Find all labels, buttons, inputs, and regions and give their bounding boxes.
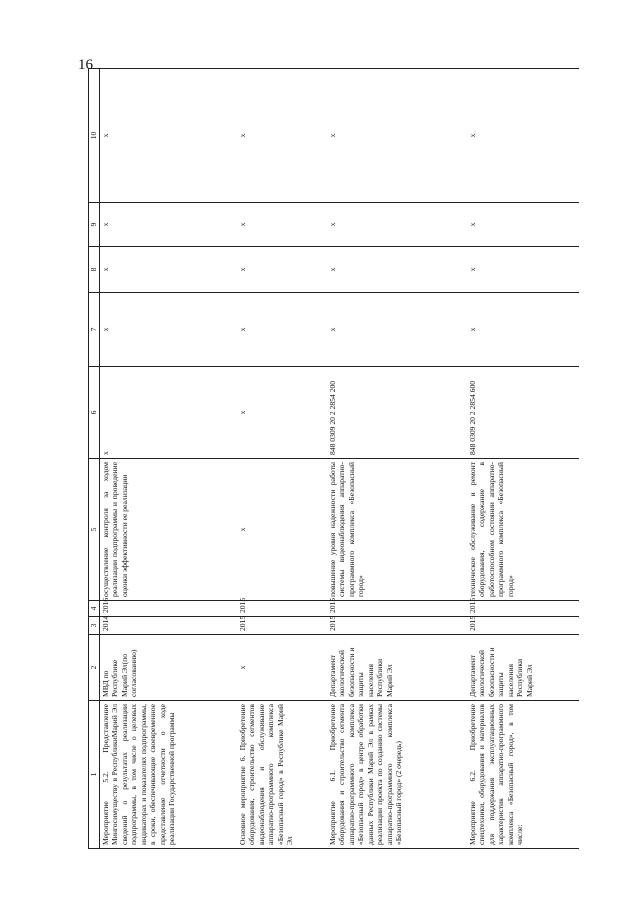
activity-name-cell: Основное мероприятие 6. Приобретение оборудования, строительство сегментов видеонаблюдения и обслуживание аппаратно-программного комплекса «Безопасный город» в Республике Марий Эл	[237, 701, 327, 849]
value-cell: х	[100, 69, 238, 203]
value-cell: х	[237, 293, 327, 367]
table-row	[467, 69, 579, 849]
executor-cell: Департамент экологической безопасности и защиты населения Республики Марий Эл	[467, 635, 579, 701]
value-cell: х	[327, 69, 467, 203]
column-header: 6	[89, 367, 100, 459]
column-header: 10	[89, 69, 100, 203]
column-header: 2	[89, 635, 100, 701]
column-header: 3	[89, 617, 100, 635]
value-cell: х	[237, 69, 327, 203]
column-header: 9	[89, 203, 100, 247]
start-year-cell: 2015	[467, 617, 579, 635]
rotated-table-container	[88, 69, 588, 849]
program-activities-table	[88, 68, 579, 849]
column-header: 4	[89, 601, 100, 617]
column-header: 5	[89, 459, 100, 601]
value-cell: х	[467, 69, 579, 203]
executor-cell: МВД по Республике Марий Эл(по согласованию)	[100, 635, 238, 701]
end-year-cell: 2016	[100, 601, 238, 617]
column-number-row	[89, 69, 100, 849]
value-cell: х	[100, 203, 238, 247]
activity-name-cell: Мероприятие 5.2. Представление Мингосимуществу в РеспубликиМарий Эл сведений о результатах реализации подпрограммы, в том числе о целевых индикаторах и показателях подпрограммы, в сроки, обеспечивающие своевременное представление отчетности о ходе реализации Государственной программы	[100, 701, 238, 849]
column-header: 7	[89, 293, 100, 367]
budget-code-cell: х	[100, 367, 238, 459]
start-year-cell: 2015	[327, 617, 467, 635]
expected-result-cell: х	[237, 459, 327, 601]
activity-name-cell: Мероприятие 6.2. Приобретение спецтехники, оборудования и материалов для поддержания эксплуатационных характеристик аппаратно-программного комплекса «Безопасный город», в том числе:	[467, 701, 579, 849]
page-number: 16	[78, 57, 93, 73]
value-cell: х	[237, 203, 327, 247]
value-cell: х	[467, 247, 579, 293]
end-year-cell: 2015	[327, 601, 467, 617]
expected-result-cell: повышение уровня надежности работы системы видеонаблюдения аппаратно-программного комплекса «Безопасный город»	[327, 459, 467, 601]
activity-name-cell: Мероприятие 6.1. Приобретение оборудования и строительство сегмента аппаратно-программного комплекса «Безопасный город» в центре обработки данных Республики Марий Эл в рамках реализации проекта по созданию системы аппаратно-программного комплекса «Безопасный город» (2 очередь)	[327, 701, 467, 849]
budget-code-cell: 848 0309 20 2 2854 200	[327, 367, 467, 459]
start-year-cell: 2015	[237, 617, 327, 635]
start-year-cell: 2014	[100, 617, 238, 635]
table-row	[327, 69, 467, 849]
value-cell: х	[237, 247, 327, 293]
value-cell: х	[100, 247, 238, 293]
executor-cell: Департамент экологической безопасности и защиты населения Республики Марий Эл	[327, 635, 467, 701]
column-header: 1	[89, 701, 100, 849]
column-header: 8	[89, 247, 100, 293]
value-cell: х	[467, 293, 579, 367]
executor-cell: х	[237, 635, 327, 701]
budget-code-cell: х	[237, 367, 327, 459]
expected-result-cell: техническое обслуживание и ремонт оборудования, содержание в работоспособном состоянии аппаратно-программного комплекса «Безопасный город»	[467, 459, 579, 601]
budget-code-cell: 848 0309 20 2 2854 600	[467, 367, 579, 459]
value-cell: х	[467, 203, 579, 247]
value-cell: х	[327, 293, 467, 367]
value-cell: х	[327, 247, 467, 293]
end-year-cell: 2015	[237, 601, 327, 617]
expected-result-cell: осуществление контроля за ходом реализации подпрограммы и проведение оценки эффективности ее реализации	[100, 459, 238, 601]
end-year-cell: 2015	[467, 601, 579, 617]
table-row	[237, 69, 327, 849]
table-row	[100, 69, 238, 849]
value-cell: х	[327, 203, 467, 247]
value-cell: х	[100, 293, 238, 367]
